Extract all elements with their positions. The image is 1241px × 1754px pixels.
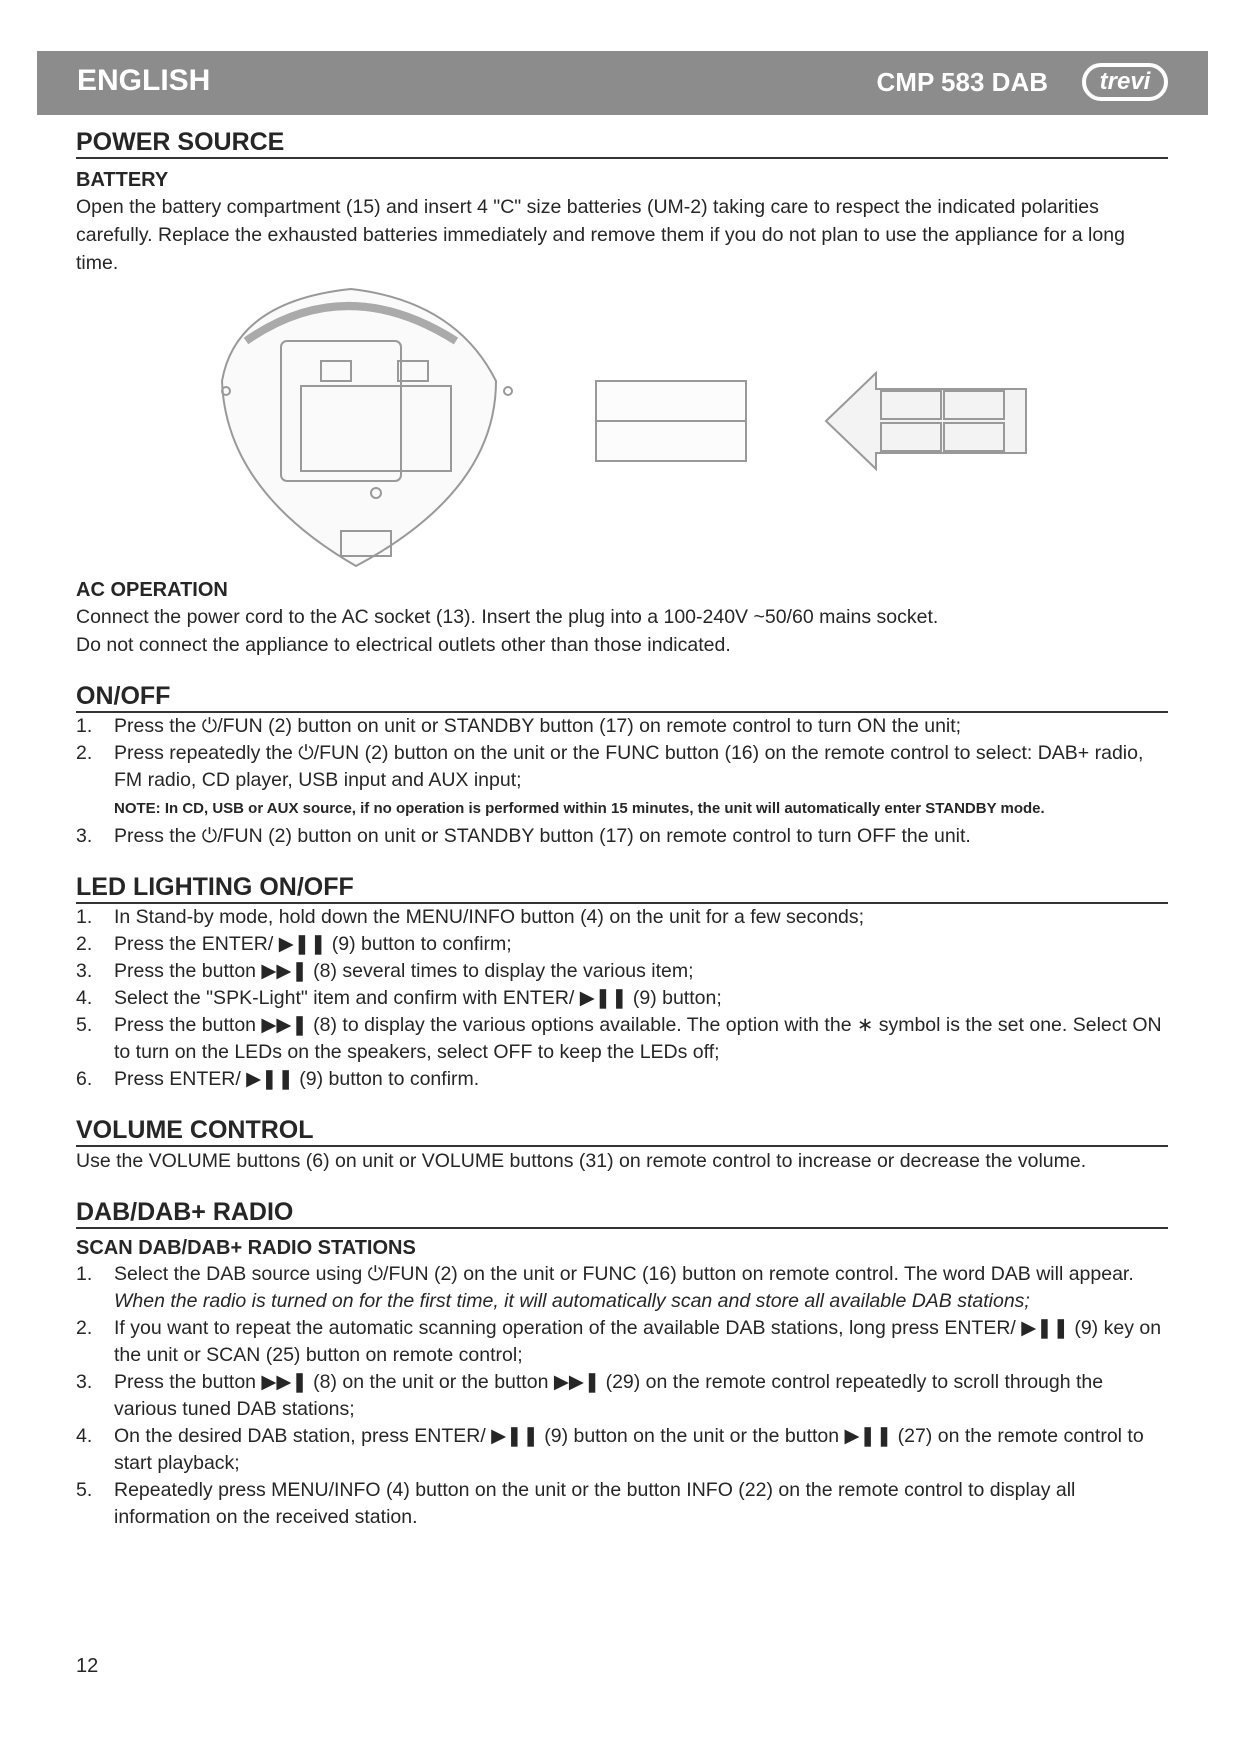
item-text: Press the button ▶▶❚ (8) on the unit or the button ▶▶❚ (29) on the remote control repeatedly to scroll through the various tuned DAB stations; bbox=[114, 1371, 1104, 1420]
item-text: Repeatedly press MENU/INFO (4) button on the unit or the button INFO (22) on the remote control to display all information on the received station. bbox=[114, 1479, 1076, 1528]
item-number: 4. bbox=[76, 987, 93, 1009]
onoff-list bbox=[76, 713, 1168, 850]
page-number: 12 bbox=[76, 1655, 99, 1677]
list-item bbox=[76, 985, 1168, 1012]
item-text: On the desired DAB station, press ENTER/ ▶❚❚ (9) button on the unit or the button ▶❚❚ (27) on the remote control to start playback; bbox=[114, 1425, 1144, 1474]
item-number: 1. bbox=[76, 1263, 93, 1285]
standby-note: NOTE: In CD, USB or AUX source, if no operation is performed within 15 minutes, the unit will automatically enter STANDBY mode. bbox=[114, 800, 1045, 817]
item-number: 3. bbox=[76, 1371, 93, 1393]
item-text: In Stand-by mode, hold down the MENU/INFO button (4) on the unit for a few seconds; bbox=[114, 906, 865, 928]
item-text: If you want to repeat the automatic scanning operation of the available DAB stations, long press ENTER/ ▶❚❚ (9) key on the unit or SCAN (25) button on remote control; bbox=[114, 1317, 1162, 1366]
item-text: Press the ⏻/FUN (2) button on unit or STANDBY button (17) on remote control to turn OFF the unit. bbox=[114, 825, 971, 847]
item-text: Select the "SPK-Light" item and confirm with ENTER/ ▶❚❚ (9) button; bbox=[114, 987, 722, 1009]
item-number: 3. bbox=[76, 825, 93, 847]
item-number: 5. bbox=[76, 1479, 93, 1501]
brand-logo: trevi bbox=[1082, 63, 1168, 101]
section-title-volume: VOLUME CONTROL bbox=[76, 1113, 1168, 1147]
first-scan-note: When the radio is turned on for the first time, it will automatically scan and store all available DAB stations; bbox=[114, 1290, 1030, 1312]
list-item bbox=[76, 1369, 1168, 1423]
item-number: 4. bbox=[76, 1425, 93, 1447]
list-item bbox=[76, 1261, 1168, 1315]
section-title-onoff: ON/OFF bbox=[76, 679, 1168, 713]
list-item bbox=[76, 1423, 1168, 1477]
section-title-led: LED LIGHTING ON/OFF bbox=[76, 870, 1168, 904]
item-number: 5. bbox=[76, 1014, 93, 1036]
item-number: 1. bbox=[76, 715, 93, 737]
section-title-power: POWER SOURCE bbox=[76, 125, 1168, 159]
item-number: 2. bbox=[76, 742, 93, 764]
battery-diagram-svg bbox=[76, 281, 1168, 571]
manual-content bbox=[76, 125, 1168, 1531]
item-text: Press the ⏻/FUN (2) button on unit or STANDBY button (17) on remote control to turn ON the unit; bbox=[114, 715, 962, 737]
subtitle-scan: SCAN DAB/DAB+ RADIO STATIONS bbox=[76, 1237, 416, 1259]
list-item bbox=[76, 904, 1168, 931]
ac-line-2: Do not connect the appliance to electrical outlets other than those indicated. bbox=[76, 634, 731, 656]
language-label: ENGLISH bbox=[77, 64, 211, 97]
item-number: 1. bbox=[76, 906, 93, 928]
led-list bbox=[76, 904, 1168, 1093]
list-item bbox=[76, 931, 1168, 958]
section-onoff bbox=[76, 679, 1168, 850]
item-text: Press the button ▶▶❚ (8) several times to display the various item; bbox=[114, 960, 694, 982]
battery-text: Open the battery compartment (15) and insert 4 "C" size batteries (UM-2) taking care to respect the indicated polarities carefully. Replace the exhausted batteries immediately and remove them if you do not plan to use the appliance for a long time. bbox=[76, 196, 1125, 274]
item-text: Press the button ▶▶❚ (8) to display the various options available. The option with the ∗ symbol is the set one. Select ON to turn on the LEDs on the speakers, select OFF to keep the LEDs off; bbox=[114, 1014, 1162, 1063]
section-led bbox=[76, 870, 1168, 1093]
volume-text: Use the VOLUME buttons (6) on unit or VOLUME buttons (31) on remote control to increase or decrease the volume. bbox=[76, 1150, 1087, 1172]
list-item bbox=[76, 713, 1168, 740]
list-item bbox=[76, 823, 1168, 850]
item-text: Press ENTER/ ▶❚❚ (9) button to confirm. bbox=[114, 1068, 480, 1090]
list-item bbox=[76, 958, 1168, 985]
item-text: Press repeatedly the ⏻/FUN (2) button on the unit or the FUNC button (16) on the remote control to select: DAB+ radio, FM radio, CD player, USB input and AUX input; bbox=[114, 742, 1144, 791]
list-item bbox=[76, 1066, 1168, 1093]
subtitle-ac: AC OPERATION bbox=[76, 579, 228, 601]
item-text: Press the ENTER/ ▶❚❚ (9) button to confirm; bbox=[114, 933, 512, 955]
list-item bbox=[76, 740, 1168, 823]
list-item bbox=[76, 1012, 1168, 1066]
section-title-dab: DAB/DAB+ RADIO bbox=[76, 1195, 1168, 1229]
section-volume bbox=[76, 1113, 1168, 1175]
item-number: 2. bbox=[76, 933, 93, 955]
item-number: 2. bbox=[76, 1317, 93, 1339]
battery-illustration bbox=[76, 281, 1168, 571]
page-header bbox=[37, 51, 1208, 115]
list-item bbox=[76, 1477, 1168, 1531]
list-item bbox=[76, 1315, 1168, 1369]
item-number: 3. bbox=[76, 960, 93, 982]
subtitle-battery: BATTERY bbox=[76, 169, 169, 191]
model-name: CMP 583 DAB bbox=[876, 67, 1048, 97]
section-dab bbox=[76, 1195, 1168, 1531]
dab-list bbox=[76, 1261, 1168, 1531]
ac-line-1: Connect the power cord to the AC socket (13). Insert the plug into a 100-240V ~50/60 mains socket. bbox=[76, 606, 939, 628]
item-text: Select the DAB source using ⏻/FUN (2) on the unit or FUNC (16) button on remote control. The word DAB will appear. bbox=[114, 1263, 1134, 1285]
item-number: 6. bbox=[76, 1068, 93, 1090]
